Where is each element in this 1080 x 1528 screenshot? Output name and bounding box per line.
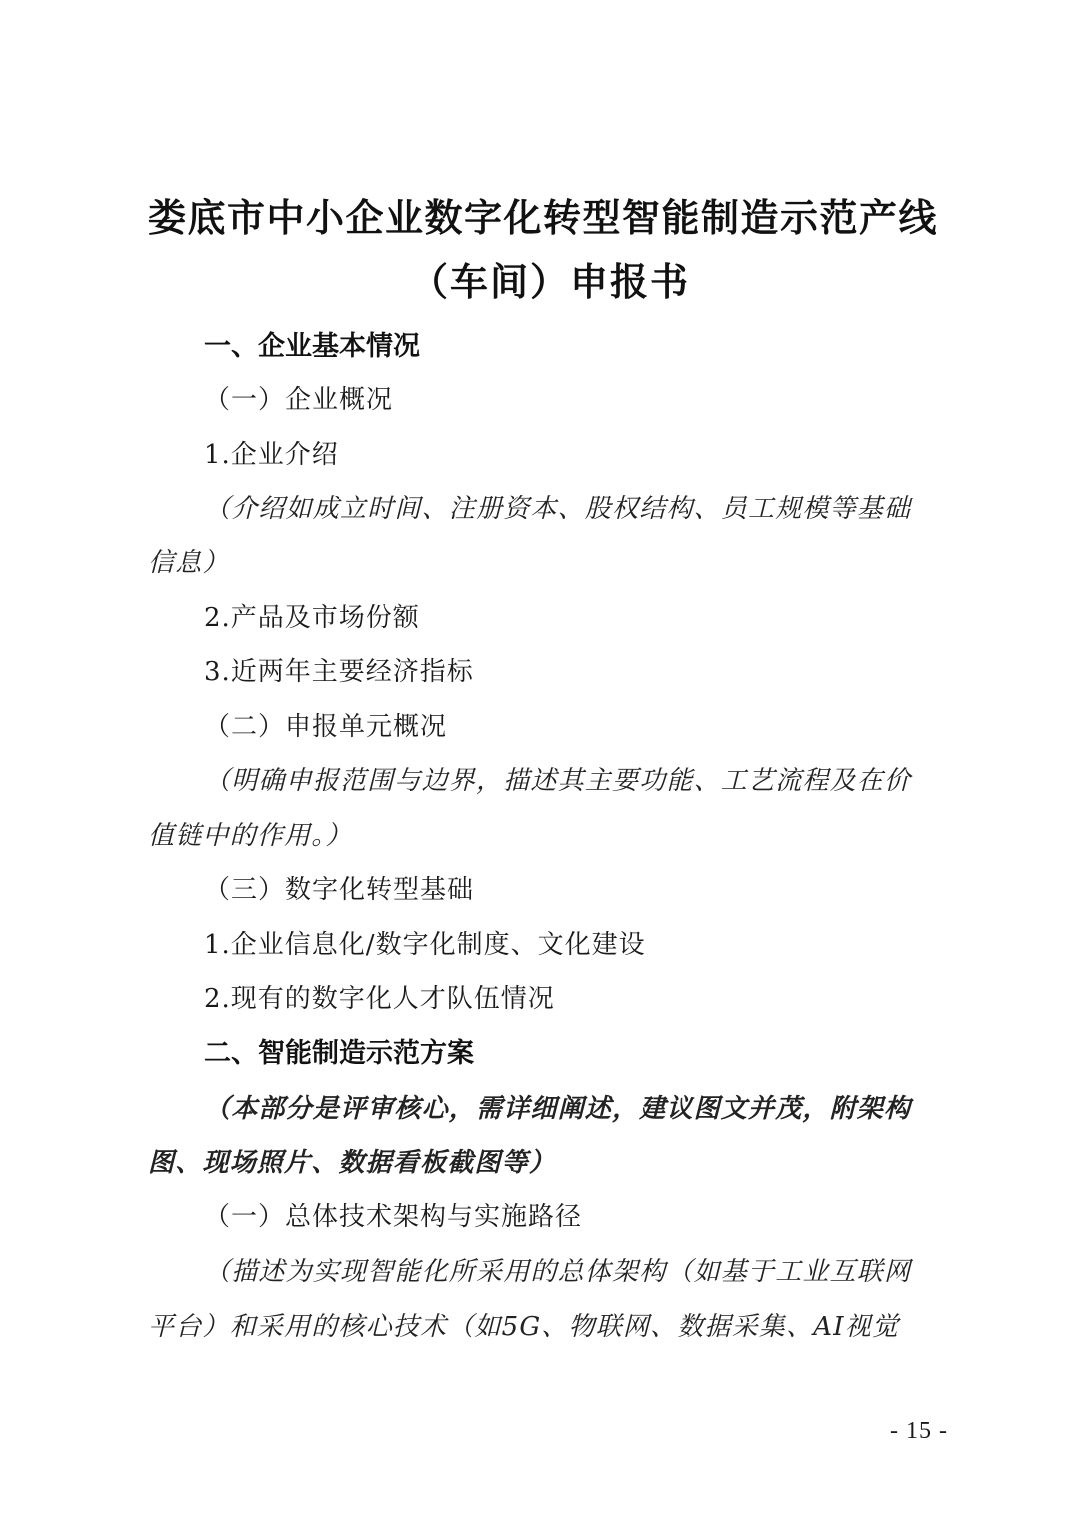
page-number: - 15 - [890, 1418, 948, 1444]
instruction-note-bold: （本部分是评审核心，需详细阐述，建议图文并茂，附架构 [204, 1094, 912, 1124]
instruction-note: （介绍如成立时间、注册资本、股权结构、员工规模等基础 [204, 494, 912, 524]
section-heading-1: 一、企业基本情况 [204, 331, 420, 362]
item-heading: 3.近两年主要经济指标 [204, 657, 474, 687]
subsection-heading: （三）数字化转型基础 [204, 875, 475, 905]
instruction-note-cont: 平台）和采用的核心技术（如5G、物联网、数据采集、AI视觉 [148, 1312, 900, 1342]
instruction-note-cont: 值链中的作用。） [148, 821, 353, 851]
instruction-note-bold-cont: 图、现场照片、数据看板截图等） [148, 1148, 557, 1178]
instruction-note: （描述为实现智能化所采用的总体架构（如基于工业互联网 [204, 1257, 912, 1287]
item-heading: 1.企业介绍 [204, 440, 339, 470]
document-title-line2: （车间）申报书 [410, 260, 691, 304]
subsection-heading: （一）总体技术架构与实施路径 [204, 1202, 583, 1232]
document-title-line1: 娄底市中小企业数字化转型智能制造示范产线 [148, 196, 939, 240]
subsection-heading: （二）申报单元概况 [204, 712, 448, 742]
instruction-note-cont: 信息） [148, 548, 230, 578]
item-heading: 2.产品及市场份额 [204, 603, 420, 633]
item-heading: 1.企业信息化/数字化制度、文化建设 [204, 930, 646, 960]
section-heading-2: 二、智能制造示范方案 [204, 1038, 474, 1069]
instruction-note: （明确申报范围与边界，描述其主要功能、工艺流程及在价 [204, 766, 912, 796]
subsection-heading: （一）企业概况 [204, 385, 394, 415]
item-heading: 2.现有的数字化人才队伍情况 [204, 984, 555, 1014]
